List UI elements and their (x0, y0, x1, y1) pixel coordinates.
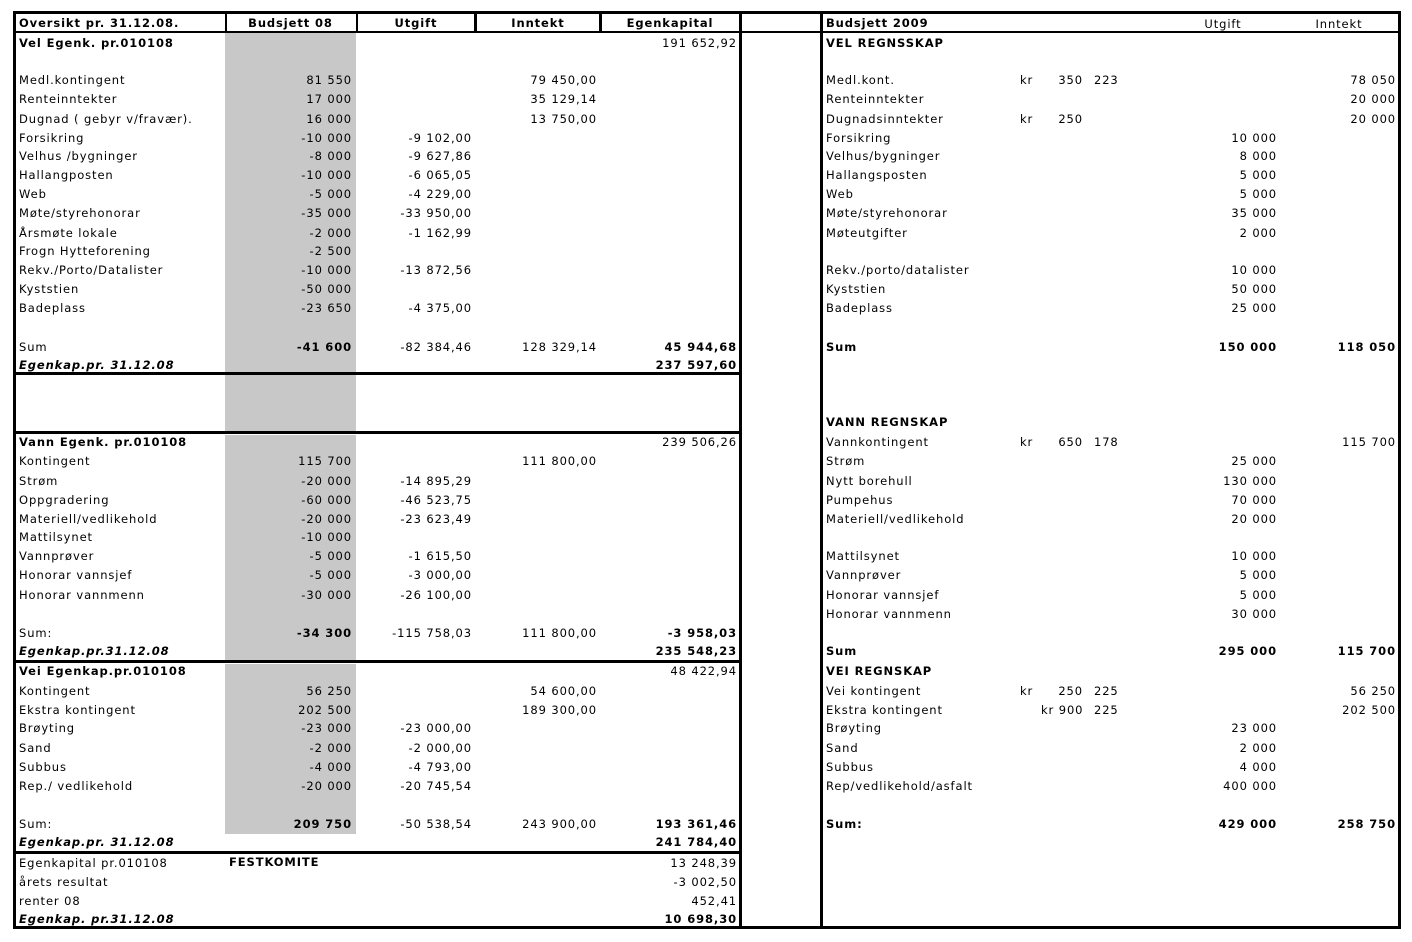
row-label: Årsmøte lokale (19, 226, 118, 240)
expense-value: -4 229,00 (408, 187, 472, 201)
budget-value: 17 000 (306, 92, 352, 106)
expense-value: -1 162,99 (408, 226, 472, 240)
equity-value: 239 506,26 (662, 435, 737, 449)
qty-value: 250 (1058, 112, 1083, 126)
right-header-title: Budsjett 2009 (826, 16, 929, 30)
row-label: Egenkap.pr.31.12.08 (19, 644, 170, 658)
expense-value: 5 000 (1239, 187, 1277, 201)
income-value: 54 600,00 (530, 684, 597, 698)
budget-value: -60 000 (301, 493, 352, 507)
border-line (1398, 11, 1401, 929)
row-label: Renteinntekter (19, 92, 118, 106)
budget-value: 16 000 (306, 112, 352, 126)
income-value: 128 329,14 (522, 340, 597, 354)
qty-value: 350 (1058, 73, 1083, 87)
equity-value: 48 422,94 (670, 664, 737, 678)
row-label: Kontingent (19, 684, 91, 698)
income-value: 111 800,00 (522, 626, 597, 640)
equity-value: 13 248,39 (670, 856, 737, 870)
expense-value: 5 000 (1239, 568, 1277, 582)
row-label: Rekv./porto/datalister (826, 263, 970, 277)
income-value: 258 750 (1337, 817, 1396, 831)
count-value: 223 (1094, 73, 1119, 87)
budget-value: -5 000 (309, 568, 352, 582)
income-value: 13 750,00 (530, 112, 597, 126)
income-value: 35 129,14 (530, 92, 597, 106)
row-label: Rep./ vedlikehold (19, 779, 134, 793)
border-line (225, 11, 227, 33)
row-label: Vann Egenk. pr.010108 (19, 435, 188, 449)
expense-value: 2 000 (1239, 741, 1277, 755)
budget-value: -30 000 (301, 588, 352, 602)
border-line (13, 926, 1401, 929)
expense-value: -23 623,49 (400, 512, 472, 526)
income-value: 78 050 (1350, 73, 1396, 87)
expense-value: -14 895,29 (400, 474, 472, 488)
expense-value: -2 000,00 (408, 741, 472, 755)
row-label: Forsikring (826, 131, 892, 145)
income-value: 111 800,00 (522, 454, 597, 468)
row-label: Velhus /bygninger (19, 149, 138, 163)
count-value: 225 (1094, 684, 1119, 698)
border-line (13, 11, 1401, 14)
equity-value: 193 361,46 (655, 817, 737, 831)
row-label: årets resultat (19, 875, 109, 889)
expense-value: 25 000 (1231, 454, 1277, 468)
expense-value: -82 384,46 (400, 340, 472, 354)
qty-value: 650 (1058, 435, 1083, 449)
row-label: Badeplass (826, 301, 893, 315)
row-label: Sand (826, 741, 859, 755)
qty-value: 250 (1058, 684, 1083, 698)
row-label: Honorar vannmenn (826, 607, 952, 621)
budget-value: -50 000 (301, 282, 352, 296)
row-label: VEL REGNSSKAP (826, 36, 944, 50)
budget-value: 209 750 (293, 817, 352, 831)
expense-value: -26 100,00 (400, 588, 472, 602)
expense-value: 20 000 (1231, 512, 1277, 526)
row-label: Pumpehus (826, 493, 894, 507)
expense-value: 4 000 (1239, 760, 1277, 774)
row-label: Nytt borehull (826, 474, 913, 488)
unit-text: kr 900 (1041, 703, 1084, 717)
income-value: 20 000 (1350, 92, 1396, 106)
budget-value: -2 000 (309, 741, 352, 755)
budget-value: 202 500 (298, 703, 352, 717)
expense-value: -1 615,50 (408, 549, 472, 563)
border-line (599, 11, 602, 33)
row-label: Sum: (19, 817, 53, 831)
row-label: Dugnadsinntekter (826, 112, 944, 126)
row-label: Oppgradering (19, 493, 110, 507)
budget-value: -20 000 (301, 474, 352, 488)
expense-value: -115 758,03 (392, 626, 472, 640)
border-line (356, 11, 358, 33)
budget-value: 56 250 (306, 684, 352, 698)
expense-value: 150 000 (1218, 340, 1277, 354)
income-value: 20 000 (1350, 112, 1396, 126)
expense-value: 8 000 (1239, 149, 1277, 163)
expense-value: 70 000 (1231, 493, 1277, 507)
unit-text: kr (1020, 684, 1034, 698)
row-label: Vannkontingent (826, 435, 929, 449)
border-line (739, 11, 742, 929)
budget-value: -2 000 (309, 226, 352, 240)
budget-value: -34 300 (296, 626, 352, 640)
expense-value: 429 000 (1218, 817, 1277, 831)
income-value: 189 300,00 (522, 703, 597, 717)
budget-value: -5 000 (309, 187, 352, 201)
equity-value: 452,41 (691, 894, 737, 908)
left-header-title: Oversikt pr. 31.12.08. (19, 16, 180, 30)
row-label: Ekstra kontingent (19, 703, 136, 717)
border-line (13, 372, 742, 375)
expense-value: 10 000 (1231, 549, 1277, 563)
expense-value: -9 102,00 (408, 131, 472, 145)
border-line (820, 11, 823, 929)
header-equity: Egenkapital (626, 16, 714, 30)
row-label: Web (19, 187, 47, 201)
budget-value: -20 000 (301, 512, 352, 526)
income-value: 56 250 (1350, 684, 1396, 698)
row-label: Kontingent (19, 454, 91, 468)
equity-value: -3 958,03 (667, 626, 737, 640)
budget-value: -8 000 (309, 149, 352, 163)
row-label: Sum (826, 644, 858, 658)
budget-value: -20 000 (301, 779, 352, 793)
right-header-expense: Utgift (1204, 17, 1242, 31)
equity-value: 191 652,92 (662, 36, 737, 50)
expense-value: 400 000 (1223, 779, 1277, 793)
budget-value: -41 600 (296, 340, 352, 354)
count-value: 178 (1094, 435, 1119, 449)
expense-value: -9 627,86 (408, 149, 472, 163)
row-label: Honorar vannmenn (19, 588, 145, 602)
row-label: Rekv./Porto/Datalister (19, 263, 164, 277)
row-label: Subbus (19, 760, 67, 774)
row-label: Brøyting (826, 721, 882, 735)
row-label: Vel Egenk. pr.010108 (19, 36, 174, 50)
row-label: Medl.kontingent (19, 73, 126, 87)
row-label: VEI REGNSKAP (826, 664, 933, 678)
border-line (13, 11, 16, 929)
row-label: Egenkapital pr.010108 (19, 856, 168, 870)
equity-value: 237 597,60 (655, 358, 737, 372)
row-label: Sum: (826, 817, 863, 831)
row-label: Hallangsposten (826, 168, 928, 182)
row-label: Medl.kont. (826, 73, 895, 87)
budget-value: -5 000 (309, 549, 352, 563)
row-label: Ekstra kontingent (826, 703, 943, 717)
row-label: Egenkap.pr. 31.12.08 (19, 358, 175, 372)
budget-value: -23 000 (301, 721, 352, 735)
expense-value: 5 000 (1239, 588, 1277, 602)
budget-column-shading (225, 375, 356, 432)
row-label: Vannprøver (19, 549, 95, 563)
equity-value: 241 784,40 (655, 835, 737, 849)
budget-value: -23 650 (301, 301, 352, 315)
expense-value: 25 000 (1231, 301, 1277, 315)
expense-value: 50 000 (1231, 282, 1277, 296)
row-label: Møteutgifter (826, 226, 908, 240)
row-label: Kyststien (826, 282, 887, 296)
budget-value: 81 550 (306, 73, 352, 87)
budget-value: -10 000 (301, 168, 352, 182)
income-value: 118 050 (1337, 340, 1396, 354)
budget-value: -10 000 (301, 263, 352, 277)
equity-value: -3 002,50 (673, 875, 737, 889)
expense-value: -3 000,00 (408, 568, 472, 582)
equity-value: 45 944,68 (664, 340, 737, 354)
row-label: Vannprøver (826, 568, 902, 582)
expense-value: -33 950,00 (400, 206, 472, 220)
festkomite-label: FESTKOMITE (229, 855, 320, 869)
row-label: Hallangposten (19, 168, 114, 182)
row-label: Vei kontingent (826, 684, 922, 698)
row-label: Subbus (826, 760, 874, 774)
row-label: Materiell/vedlikehold (826, 512, 965, 526)
budget-value: -2 500 (309, 244, 352, 258)
row-label: Materiell/vedlikehold (19, 512, 158, 526)
row-label: Sum (826, 340, 858, 354)
row-label: Forsikring (19, 131, 85, 145)
income-value: 115 700 (1342, 435, 1396, 449)
equity-value: 10 698,30 (664, 912, 737, 926)
row-label: Frogn Hytteforening (19, 244, 151, 258)
row-label: Kyststien (19, 282, 80, 296)
expense-value: 10 000 (1231, 131, 1277, 145)
border-line (13, 851, 742, 854)
expense-value: -6 065,05 (408, 168, 472, 182)
row-label: Badeplass (19, 301, 86, 315)
expense-value: 5 000 (1239, 168, 1277, 182)
row-label: Honorar vannsjef (826, 588, 940, 602)
border-line (13, 31, 1401, 33)
row-label: Velhus/bygninger (826, 149, 941, 163)
row-label: Strøm (19, 474, 59, 488)
expense-value: -50 538,54 (400, 817, 472, 831)
row-label: Egenkap. pr.31.12.08 (19, 912, 175, 926)
unit-text: kr (1020, 435, 1034, 449)
row-label: Vei Egenkap.pr.010108 (19, 664, 187, 678)
right-header-income: Inntekt (1315, 17, 1363, 31)
expense-value: 130 000 (1223, 474, 1277, 488)
budget-value: -35 000 (301, 206, 352, 220)
row-label: Møte/styrehonorar (19, 206, 141, 220)
budget-value: -10 000 (301, 131, 352, 145)
income-value: 243 900,00 (522, 817, 597, 831)
row-label: renter 08 (19, 894, 81, 908)
count-value: 225 (1094, 703, 1119, 717)
expense-value: -13 872,56 (400, 263, 472, 277)
row-label: Strøm (826, 454, 866, 468)
budget-value: -10 000 (301, 530, 352, 544)
expense-value: -4 793,00 (408, 760, 472, 774)
header-expense: Utgift (394, 16, 438, 30)
row-label: Sand (19, 741, 52, 755)
row-label: VANN REGNSKAP (826, 415, 949, 429)
expense-value: 2 000 (1239, 226, 1277, 240)
expense-value: -4 375,00 (408, 301, 472, 315)
row-label: Sum: (19, 626, 53, 640)
unit-text: kr (1020, 112, 1034, 126)
row-label: Brøyting (19, 721, 75, 735)
row-label: Web (826, 187, 854, 201)
row-label: Møte/styrehonorar (826, 206, 948, 220)
header-income: Inntekt (511, 16, 565, 30)
equity-value: 235 548,23 (655, 644, 737, 658)
expense-value: 10 000 (1231, 263, 1277, 277)
row-label: Rep/vedlikehold/asfalt (826, 779, 973, 793)
border-line (13, 660, 742, 663)
income-value: 202 500 (1342, 703, 1396, 717)
expense-value: 35 000 (1231, 206, 1277, 220)
expense-value: 295 000 (1218, 644, 1277, 658)
row-label: Egenkap.pr. 31.12.08 (19, 835, 175, 849)
row-label: Renteinntekter (826, 92, 925, 106)
row-label: Honorar vannsjef (19, 568, 133, 582)
budget-value: -4 000 (309, 760, 352, 774)
expense-value: -20 745,54 (400, 779, 472, 793)
expense-value: 30 000 (1231, 607, 1277, 621)
row-label: Sum (19, 340, 48, 354)
row-label: Dugnad ( gebyr v/fravær). (19, 112, 193, 126)
unit-text: kr (1020, 73, 1034, 87)
border-line (474, 11, 477, 33)
row-label: Mattilsynet (19, 530, 93, 544)
income-value: 115 700 (1337, 644, 1396, 658)
expense-value: -46 523,75 (400, 493, 472, 507)
border-line (13, 431, 742, 434)
budget-value: 115 700 (298, 454, 352, 468)
expense-value: 23 000 (1231, 721, 1277, 735)
expense-value: -23 000,00 (400, 721, 472, 735)
header-budget: Budsjett 08 (248, 16, 333, 30)
income-value: 79 450,00 (530, 73, 597, 87)
row-label: Mattilsynet (826, 549, 900, 563)
